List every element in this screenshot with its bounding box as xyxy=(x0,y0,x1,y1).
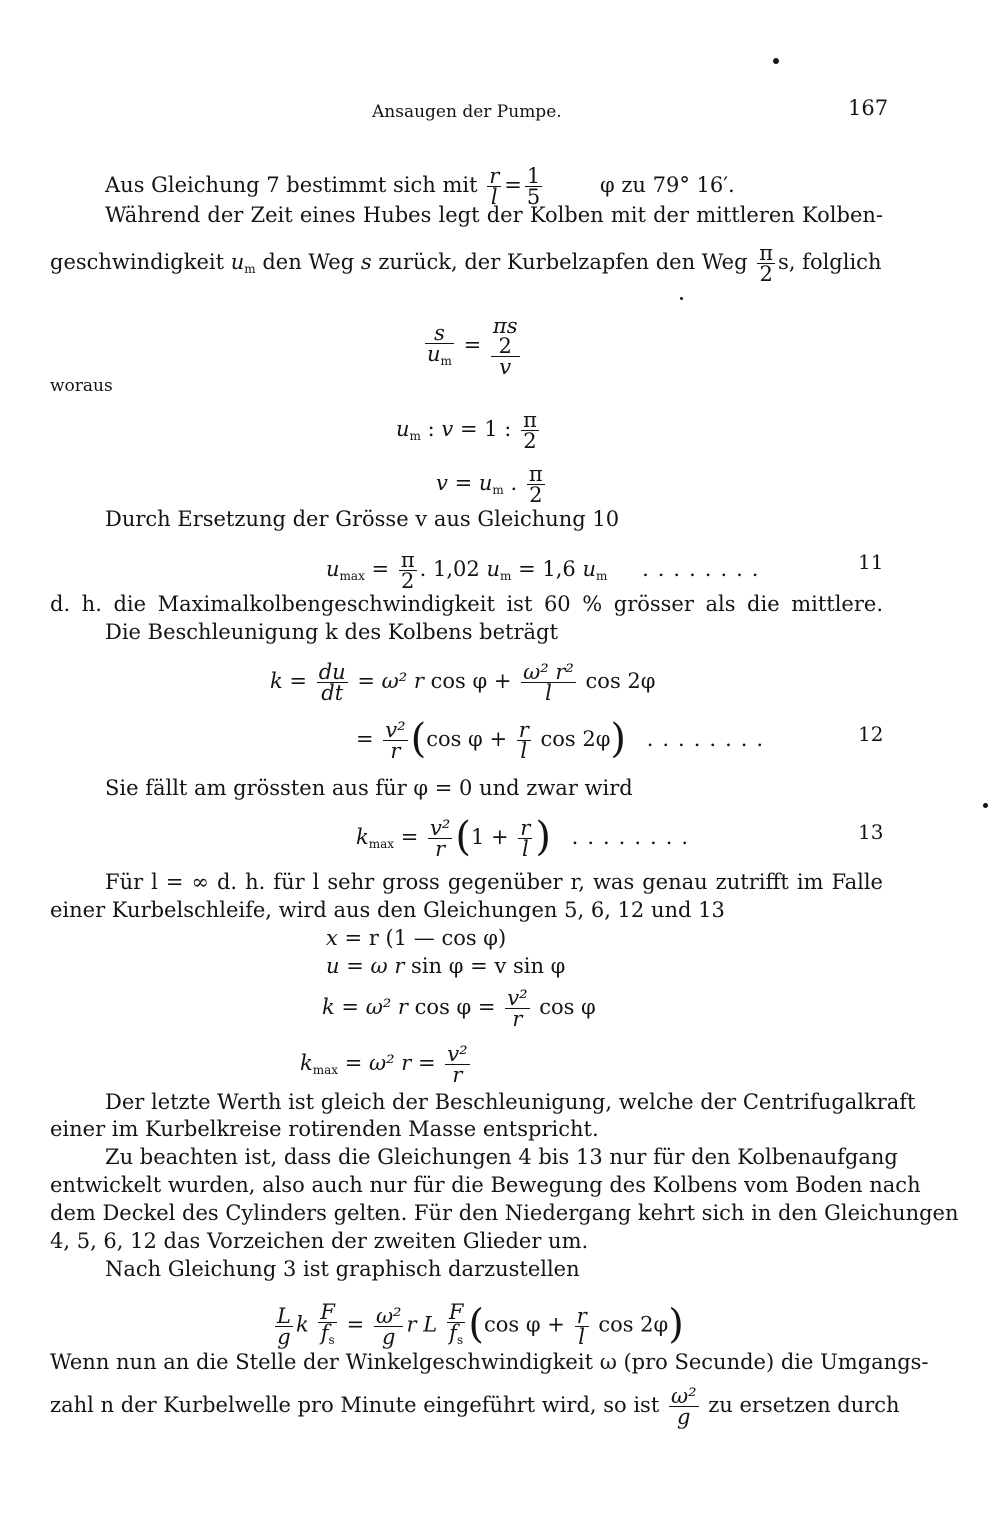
text-line-wenn-1: Wenn nun an die Stelle der Winkelgeschwindigkeit ω (pro Secunde) die Umgangs- xyxy=(50,1350,929,1374)
equation-v: $v = u_m$ . $\frac{\pi}{2}$ xyxy=(436,462,543,507)
equation-11: $u_{max}$ = $\frac{\pi}{2}$ . 1,02 $u_m = 1,6$ $u_m$ ........ xyxy=(326,548,768,593)
fraction-v2-over-r: $\frac{\text{v²}}{r}$ xyxy=(430,816,451,861)
text-line-zu-4: 4, 5, 6, 12 das Vorzeichen der zweiten Glieder um. xyxy=(50,1229,589,1253)
fraction-pis2-over-v: πs 2 v xyxy=(492,314,518,379)
text-line-letzte-1: Der letzte Werth ist gleich der Beschleunigung, welche der Centrifugalkraft xyxy=(105,1090,916,1114)
ink-speck xyxy=(773,58,779,64)
page-number: 167 xyxy=(848,96,889,120)
fraction-one-fifth: $\frac{1}{5}$ xyxy=(526,164,541,209)
text-line-zu-1: Zu beachten ist, dass die Gleichungen 4 bis 13 nur für den Kolbenaufgang xyxy=(105,1145,898,1169)
fraction-F-over-fs: $\frac{F}{f_s}$ xyxy=(320,1300,335,1347)
equation-12a: k = $\frac{du}{dt}$ = ω² r cos φ + $\frac{\text{ω² r²}}{l}$ cos 2φ xyxy=(270,660,656,705)
fraction-w2-over-g: $\frac{\text{ω²}}{g}$ xyxy=(670,1384,697,1429)
fraction-r-over-l: $\frac{r}{l}$ xyxy=(576,1303,587,1349)
equation-u: u = ω r sin φ = v sin φ xyxy=(326,954,566,978)
text-line-faellt: Sie fällt am grössten aus für φ = 0 und zwar wird xyxy=(105,776,633,800)
fraction-F-over-fs: $\frac{F}{f_s}$ xyxy=(448,1300,464,1347)
fraction-r-over-l: $\frac{r}{l}$ xyxy=(518,718,529,763)
text-span: zahl n der Kurbelwelle pro Minute eingeführt wird, so ist xyxy=(50,1393,660,1417)
fraction-s-over-um: $\frac{s}{u_m}$ xyxy=(427,320,452,368)
equation-number-11: 11 xyxy=(858,550,884,574)
leader-dots: ........ xyxy=(571,825,698,849)
fraction-v2-over-r: $\frac{\text{v²}}{r}$ xyxy=(447,1042,468,1087)
equals-sign: = xyxy=(463,333,482,357)
fraction-pi-over-2: $\frac{\pi}{2}$ xyxy=(528,462,543,507)
text-line-fuer-2: einer Kurbelschleife, wird aus den Gleichungen 5, 6, 12 und 13 xyxy=(50,898,725,922)
text-line-wenn-2 xyxy=(50,1386,900,1427)
text-span: φ zu 79° 16′. xyxy=(599,173,735,197)
equation-13: $k_{max}$ = $\frac{\text{v²}}{r}$ (1 + $\frac{r}{l}$ ) ........ xyxy=(356,814,698,861)
text-line-beschl: Die Beschleunigung k des Kolbens beträgt xyxy=(105,620,558,644)
text-line-3 xyxy=(50,243,881,284)
text-line-dh: d. h. die Maximalkolbengeschwindigkeit ist 60 % grösser als die mittlere. xyxy=(50,592,883,616)
fraction-v2-over-r: $\frac{\text{v²}}{r}$ xyxy=(385,718,406,763)
equation-x: x = r (1 — cos φ) xyxy=(326,926,507,950)
fraction-pi-over-2: $\frac{\pi}{2}$ xyxy=(759,241,774,286)
text-line-2: Während der Zeit eines Hubes legt der Kolben mit der mittleren Kolben- xyxy=(105,203,883,227)
equation-number-12: 12 xyxy=(858,722,884,746)
equation-k: k = ω² r cos φ = $\frac{\text{v²}}{r}$ cos φ xyxy=(322,986,596,1031)
text-line-fuer-1: Für l = ∞ d. h. für l sehr gross gegenüber r, was genau zutrifft im Falle xyxy=(105,870,883,894)
text-span: zurück, der Kurbelzapfen den Weg xyxy=(378,250,748,274)
equation-graph: $\frac{L}{g}$ k $\frac{F}{f_s}$ = $\frac{\text{ω²}}{g}$ r L $\frac{F}{f_s}$ (cos φ + $\frac{r}{l}$ cos 2φ) xyxy=(277,1300,684,1349)
fraction-pi-over-2: $\frac{\pi}{2}$ xyxy=(523,408,537,453)
equation-number-13: 13 xyxy=(858,820,884,844)
equation-s-um xyxy=(422,316,523,377)
text-line-1 xyxy=(105,166,735,207)
math-var: s xyxy=(360,250,372,274)
fraction-v2-over-r: $\frac{\text{v²}}{r}$ xyxy=(507,986,528,1031)
text-line-zu-2: entwickelt wurden, also auch nur für die Bewegung des Kolbens vom Boden nach xyxy=(50,1173,921,1197)
text-span: geschwindigkeit xyxy=(50,250,225,274)
fraction-w2r2-over-l: $\frac{\text{ω² r²}}{l}$ xyxy=(523,660,574,705)
running-header: Ansaugen der Pumpe. xyxy=(372,102,562,122)
leader-dots: ........ xyxy=(642,557,768,581)
equals-sign: = xyxy=(504,173,522,197)
fraction-pi-over-2: $\frac{\pi}{2}$ xyxy=(400,548,415,593)
equation-12b: = $\frac{\text{v²}}{r}$ (cos φ + $\frac{r}{l}$ cos 2φ) ........ xyxy=(356,716,773,763)
text-span: zu ersetzen durch xyxy=(708,1393,900,1417)
text-span: Aus Gleichung 7 bestimmt sich mit xyxy=(105,173,478,197)
fraction-r-over-l: $\frac{r}{l}$ xyxy=(520,816,531,861)
equation-ratio: $u_m$ : v = 1 : $\frac{\pi}{2}$ xyxy=(396,408,537,453)
math-var: u xyxy=(230,250,245,274)
word-woraus: woraus xyxy=(50,376,113,396)
text-span: den Weg xyxy=(262,250,355,274)
ink-speck xyxy=(680,297,683,300)
text-line-nach: Nach Gleichung 3 ist graphisch darzustellen xyxy=(105,1257,580,1281)
ink-speck xyxy=(983,803,988,808)
fraction-L-over-g: $\frac{L}{g}$ xyxy=(277,1303,291,1349)
equation-kmax: $k_{max} = \omega^2$ r = $\frac{\text{v²}}{r}$ xyxy=(300,1042,468,1087)
text-line-letzte-2: einer im Kurbelkreise rotirenden Masse entspricht. xyxy=(50,1117,599,1141)
math-sub: m xyxy=(244,262,256,276)
leader-dots: ........ xyxy=(646,727,773,751)
text-span: s, folglich xyxy=(778,250,882,274)
fraction-w2-over-g: $\frac{\text{ω²}}{g}$ xyxy=(375,1303,402,1349)
fraction-du-dt: $\frac{du}{dt}$ xyxy=(318,660,346,705)
text-line-ersetzung: Durch Ersetzung der Grösse v aus Gleichung 10 xyxy=(105,507,620,531)
text-line-zu-3: dem Deckel des Cylinders gelten. Für den Niedergang kehrt sich in den Gleichungen xyxy=(50,1201,959,1225)
fraction-r-over-l: $\frac{r}{l}$ xyxy=(489,164,500,209)
